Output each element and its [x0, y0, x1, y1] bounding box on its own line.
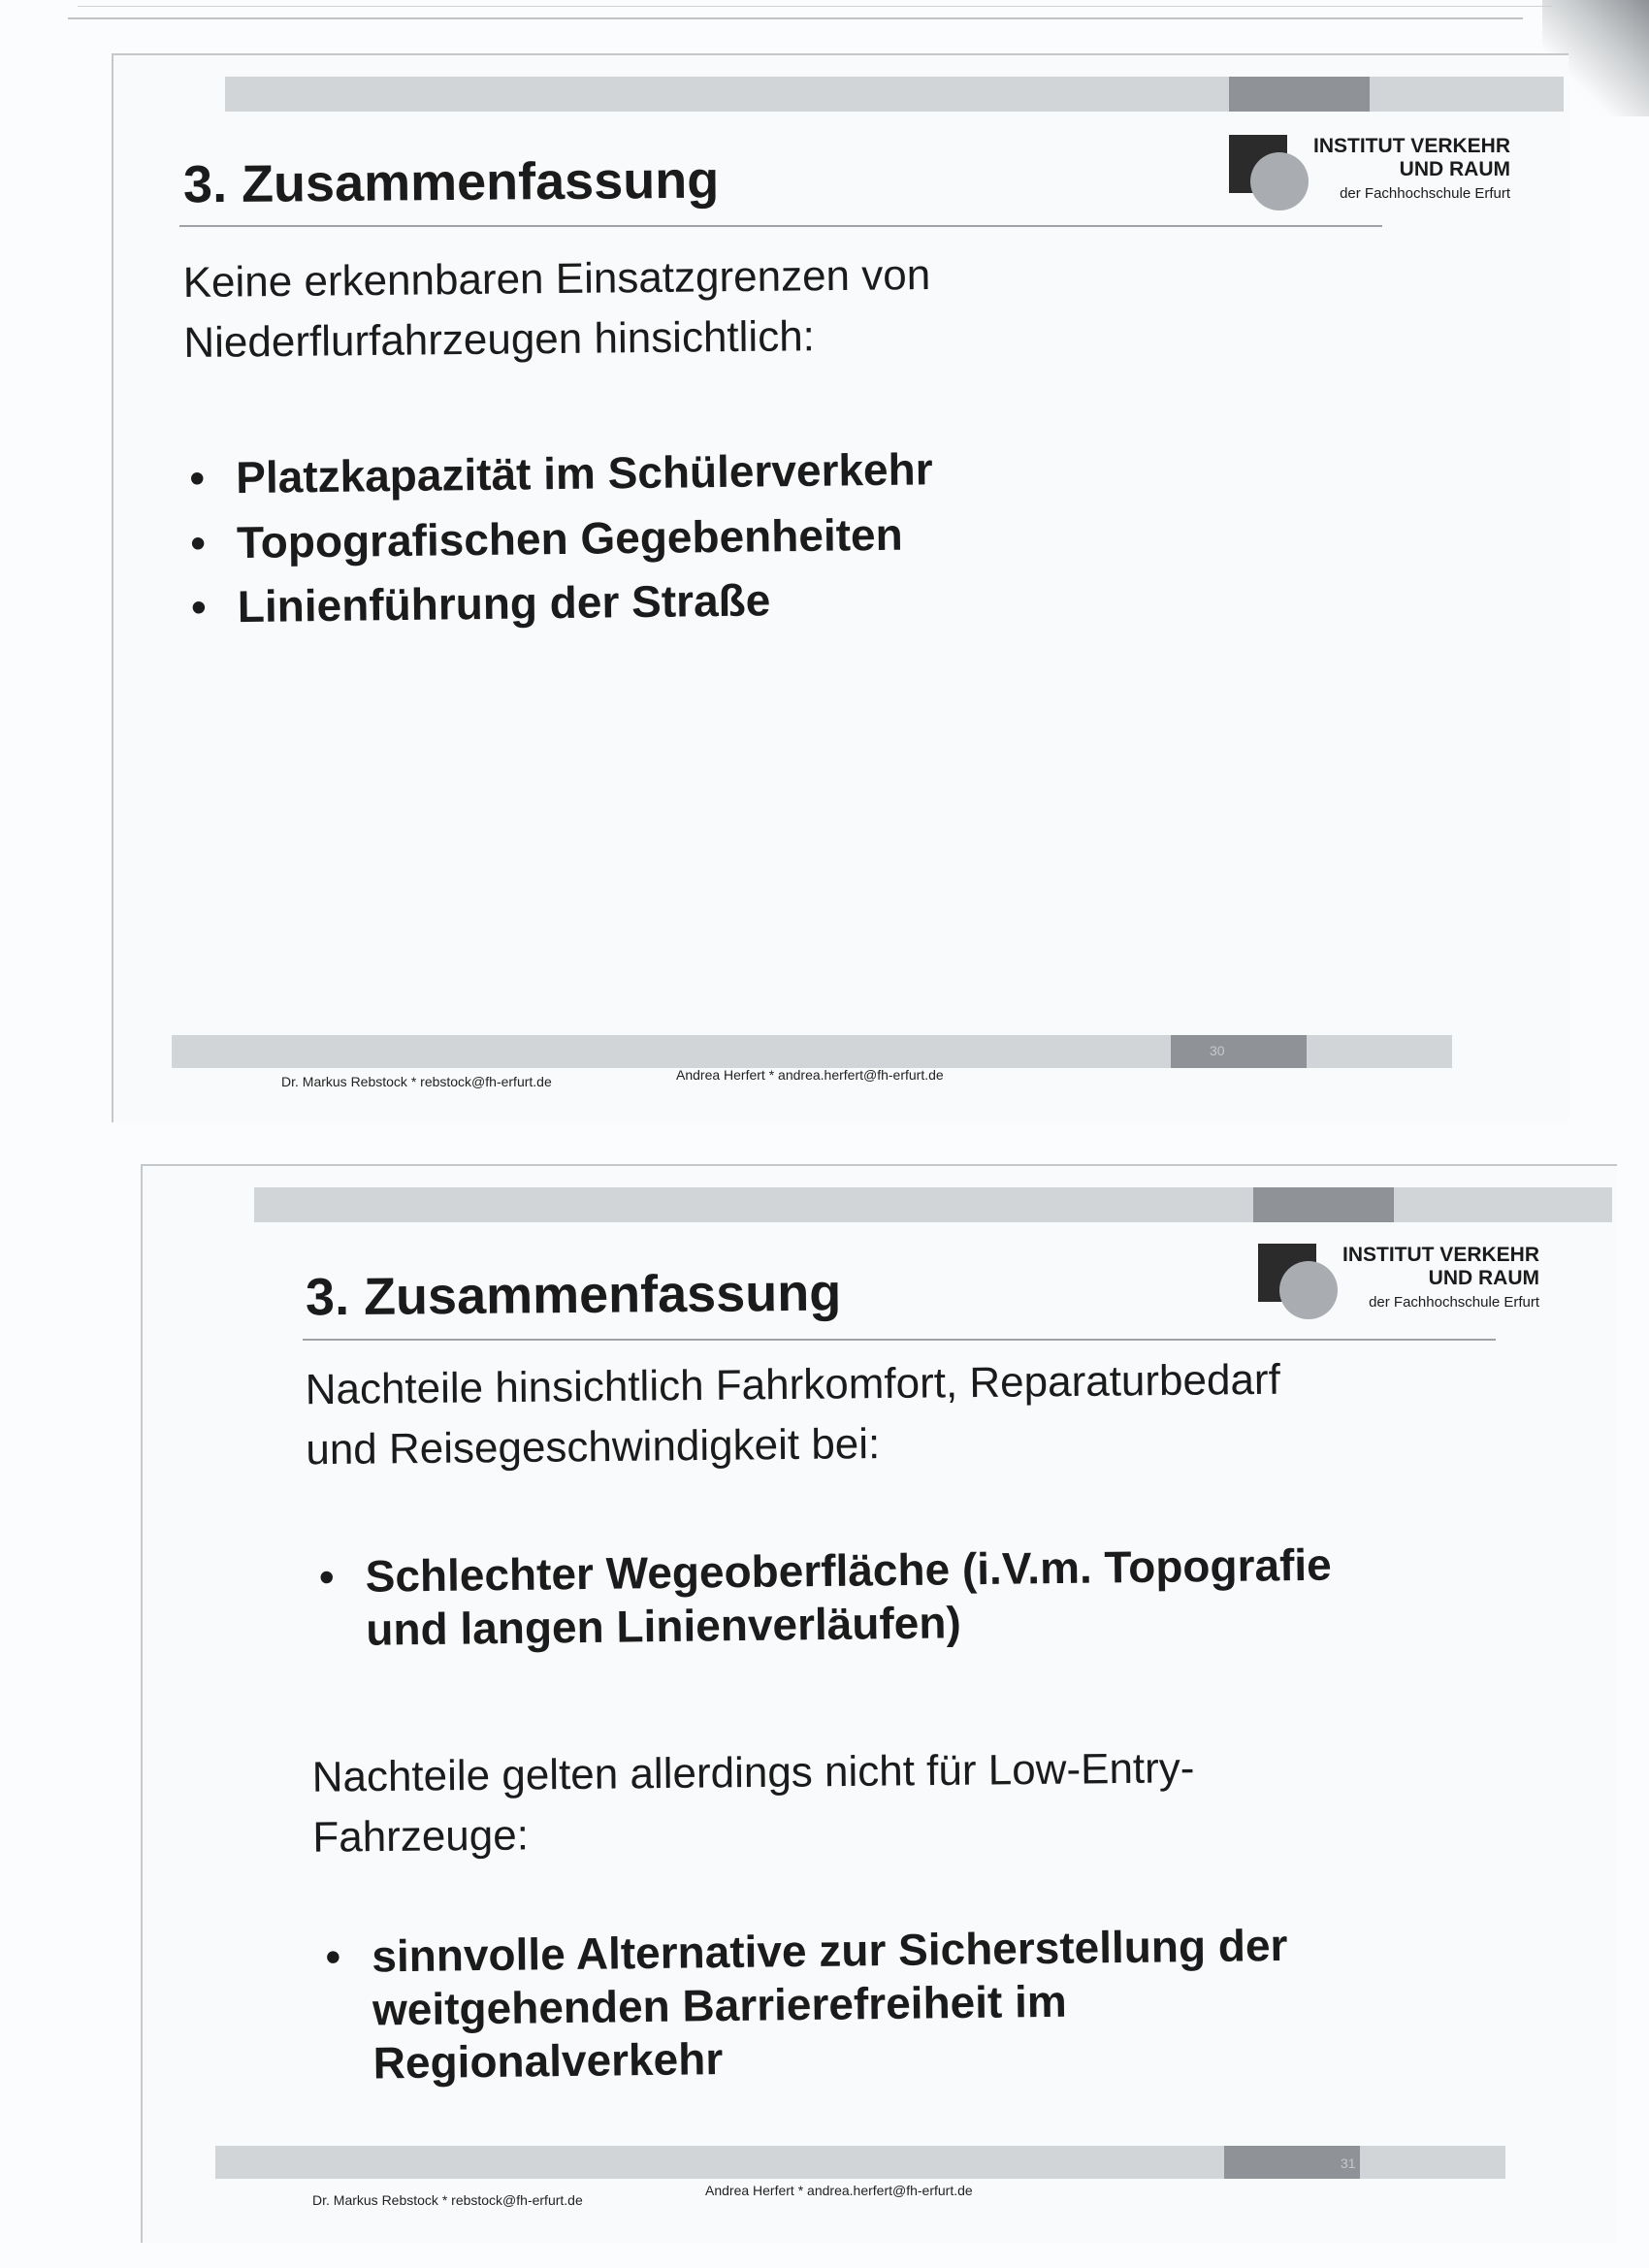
bullet-item: • Topografischen Gegebenheiten [186, 502, 934, 575]
slide-title: 3. Zusammenfassung [182, 150, 720, 214]
second-text: Nachteile gelten allerdings nicht für Low-Entry- Fahrzeuge: [311, 1744, 1195, 1863]
bullet-item: • Linienführung der Straße [186, 567, 934, 640]
title-underline [303, 1339, 1496, 1341]
slide-header-bar [254, 1187, 1612, 1222]
intro-text: Nachteile hinsichtlich Fahrkomfort, Reparaturbedarf und Reisegeschwindigkeit bei: [305, 1355, 1281, 1474]
slide-footer-bar [172, 1035, 1452, 1068]
slide-header-bar [225, 77, 1564, 112]
bleed-through-text [938, 152, 953, 220]
slide-30 [112, 53, 1568, 1122]
slide-31 [141, 1164, 1617, 2243]
institute-logo: INSTITUT VERKEHR UND RAUM der Fachhochschule Erfurt [1258, 1244, 1539, 1321]
page-number: 31 [1341, 2155, 1356, 2171]
bullet-item: • Platzkapazität im Schülerverkehr [185, 437, 933, 510]
page-edge-top-2 [78, 6, 1552, 7]
page-edge-top [68, 17, 1523, 19]
title-underline [179, 225, 1382, 227]
slide-title: 3. Zusammenfassung [305, 1263, 842, 1327]
footer-author-1: Dr. Markus Rebstock * rebstock@fh-erfurt.de [281, 1074, 552, 1089]
slide-footer-bar [215, 2146, 1505, 2179]
bullet-item: • sinnvolle Alternative zur Sicherstellung der weitgehenden Barrierefreiheit im Regionalverkehr [321, 1919, 1289, 2091]
footer-author-2: Andrea Herfert * andrea.herfert@fh-erfurt.de [676, 1067, 944, 1083]
bullet-list [314, 1539, 1332, 1658]
institute-logo: INSTITUT VERKEHR UND RAUM der Fachhochschule Erfurt [1229, 135, 1510, 212]
intro-text: Keine erkennbaren Einsatzgrenzen von Niederflurfahrzeugen hinsichtlich: [182, 250, 931, 368]
bullet-list-2 [321, 1919, 1289, 2091]
bullet-list [185, 437, 935, 639]
bullet-item: • Schlechter Wegeoberfläche (i.V.m. Topografie und langen Linienverläufen) [314, 1539, 1332, 1658]
page-number: 30 [1210, 1043, 1225, 1058]
footer-author-1: Dr. Markus Rebstock * rebstock@fh-erfurt.de [312, 2192, 583, 2208]
footer-author-2: Andrea Herfert * andrea.herfert@fh-erfurt.de [705, 2183, 973, 2198]
